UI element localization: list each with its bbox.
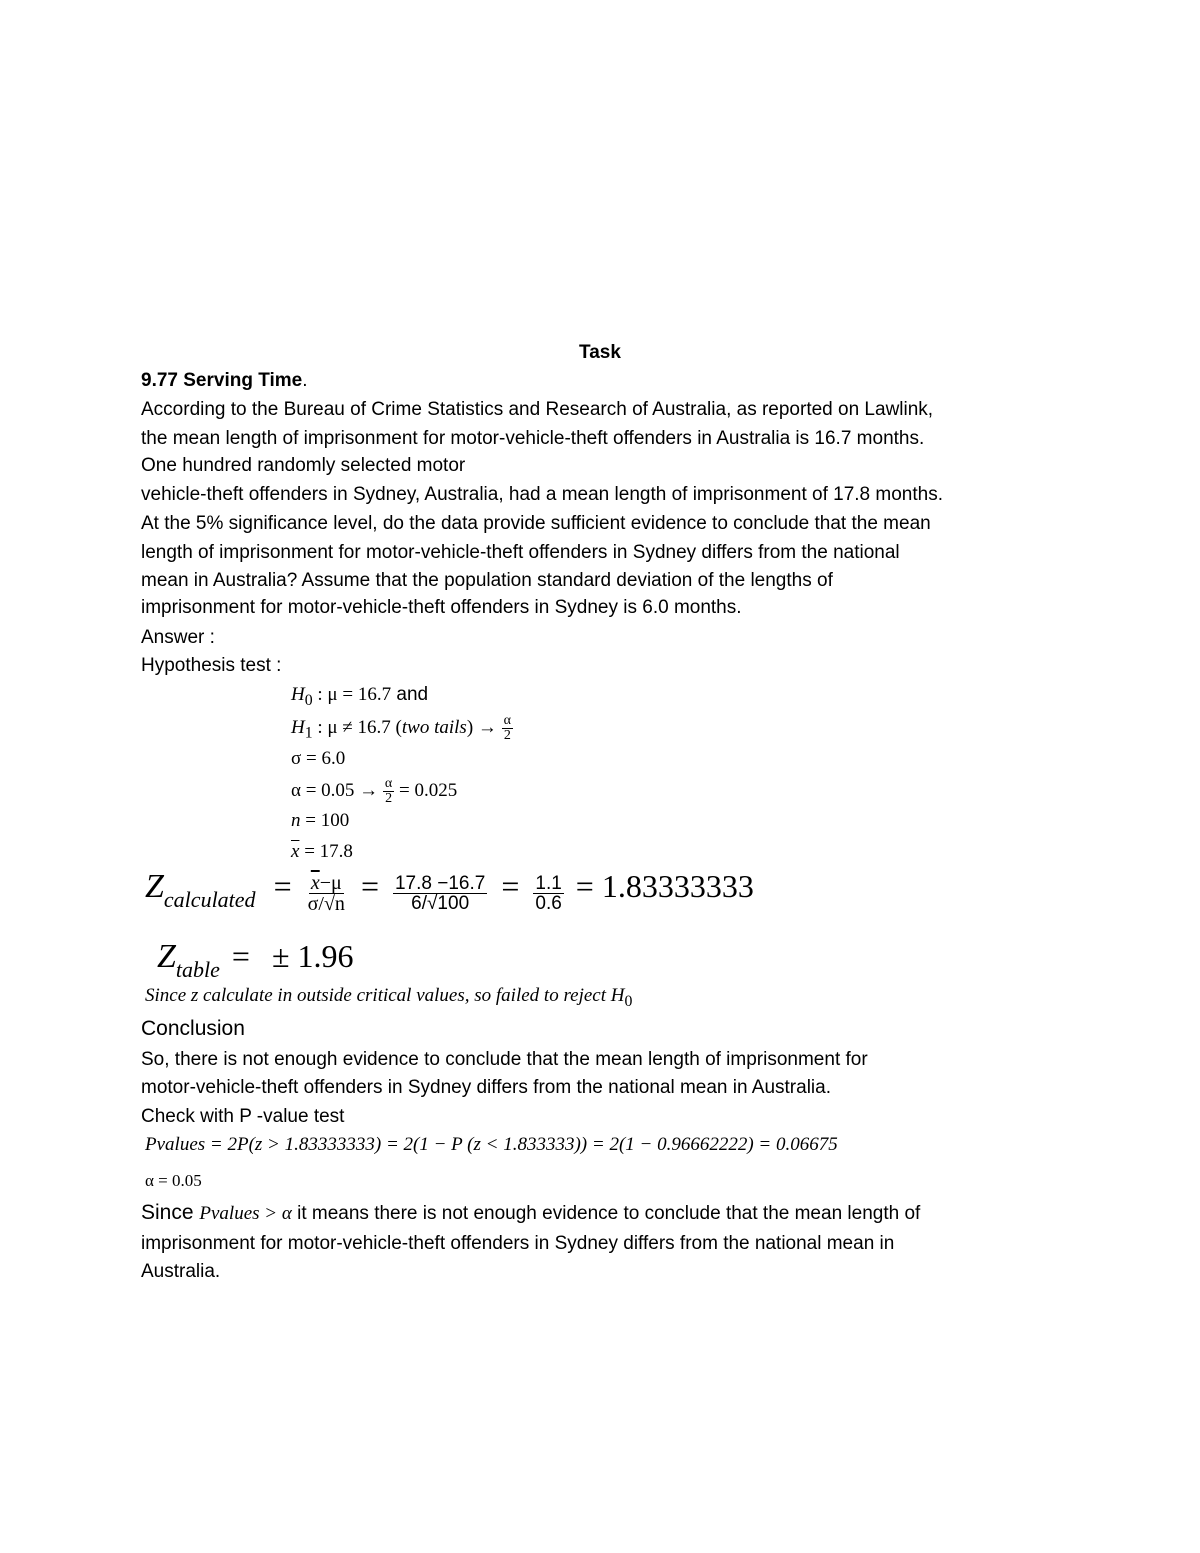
n-rhs: = 100 (300, 810, 350, 831)
problem-line: length of imprisonment for motor-vehicle-theft offenders in Sydney differs from the national (141, 542, 900, 563)
substituted-fraction (393, 874, 487, 913)
final-since: Since (141, 1201, 200, 1224)
xbar-symbol: $\overline{x}$ (291, 841, 300, 862)
fraction-numerator: 1.1 (535, 872, 562, 894)
answer-label: Answer : (141, 627, 215, 648)
fraction-numerator: α (503, 713, 511, 728)
xbar-rhs: = 17.8 (299, 841, 353, 862)
h1-text: : μ ≠ 16.7 ( (312, 716, 402, 738)
n-symbol: n (291, 810, 301, 831)
alpha-lhs: α = 0.05 → (291, 779, 383, 801)
final-line: imprisonment for motor-vehicle-theft offenders in Sydney differs from the national mean in (141, 1233, 895, 1254)
n-line (291, 809, 349, 833)
final-pvalue-compare: Pvalues > α (199, 1203, 292, 1224)
equals-sign: = (231, 938, 250, 974)
fraction-denominator: 0.6 (535, 892, 562, 914)
problem-line: According to the Bureau of Crime Statistics and Research of Australia, as reported on Lawlink, (141, 399, 934, 420)
since-critical-text: Since z calculate in outside critical values, so failed to reject (145, 985, 611, 1006)
simplified-fraction (533, 874, 563, 913)
z-table-equation (157, 938, 354, 983)
z-table-value: ± 1.96 (271, 938, 354, 974)
pvalue-equation: Pvalues = 2P(z > 1.83333333) = 2(1 − P (z < 1.833333)) = 2(1 − 0.96662222) = 0.06675 (145, 1134, 838, 1155)
h1-tails: two tails (401, 716, 467, 738)
h1-line (291, 714, 513, 746)
h0-subscript: 0 (624, 992, 633, 1010)
z-subscript: table (175, 957, 220, 982)
fraction-denominator: 2 (385, 791, 393, 806)
problem-line: the mean length of imprisonment for motor-vehicle-theft offenders in Australia is 16.7 months. (141, 428, 925, 449)
problem-heading-period: . (302, 370, 308, 391)
h0-text: : μ = 16.7 (312, 684, 392, 705)
z-calculated-result: = 1.83333333 (575, 868, 754, 904)
alpha-half-fraction (502, 714, 513, 743)
conclusion-label: Conclusion (141, 1017, 245, 1040)
h1-subscript: 1 (304, 724, 313, 742)
fraction-denominator: σ/√n (307, 892, 345, 915)
pvalue-check-label: Check with P -value test (141, 1106, 345, 1127)
problem-line: At the 5% significance level, do the data provide sufficient evidence to conclude that the mean (141, 513, 931, 534)
fraction-denominator: 2 (503, 728, 511, 743)
final-rest: it means there is not enough evidence to conclude that the mean length of (291, 1203, 921, 1224)
h0-symbol: H (610, 985, 625, 1006)
problem-line: One hundred randomly selected motor (141, 455, 466, 476)
equals-sign: = (501, 868, 520, 904)
alpha-equation: α = 0.05 (145, 1171, 202, 1190)
z-symbol: Z (145, 868, 164, 905)
xbar-symbol: $\overline{x}$ (310, 871, 320, 894)
hypothesis-label: Hypothesis test : (141, 655, 282, 676)
alpha-line (291, 777, 457, 806)
problem-line: imprisonment for motor-vehicle-theft offenders in Sydney is 6.0 months. (141, 597, 742, 618)
problem-line: mean in Australia? Assume that the population standard deviation of the lengths of (141, 570, 833, 591)
h0-line (291, 683, 428, 713)
equals-sign: = (273, 868, 292, 904)
problem-heading (141, 370, 308, 392)
z-calculated-equation (145, 868, 754, 914)
xbar-line (291, 840, 353, 864)
fraction-numerator: 17.8 −16.7 (394, 872, 486, 894)
z-symbol: Z (157, 938, 176, 975)
fraction-denominator: 6/√100 (411, 892, 470, 914)
conclusion-line: So, there is not enough evidence to conclude that the mean length of imprisonment for (141, 1049, 868, 1070)
z-subscript: calculated (163, 887, 256, 912)
h1-close: ) → (466, 716, 502, 738)
z-formula-fraction (306, 873, 347, 914)
sigma-line: σ = 6.0 (291, 748, 346, 769)
final-since-line (141, 1202, 920, 1225)
h0-subscript: 0 (304, 691, 313, 709)
h0-symbol: H (291, 684, 305, 705)
since-critical-line (145, 985, 632, 1013)
conclusion-line: motor-vehicle-theft offenders in Sydney differs from the national mean in Australia. (141, 1077, 831, 1098)
fraction-numerator: α (384, 776, 393, 791)
h0-tail: and (391, 684, 429, 705)
alpha-half-fraction (383, 777, 394, 806)
problem-heading-text: 9.77 Serving Time (141, 370, 303, 391)
fraction-numerator (309, 873, 344, 894)
fraction-numerator-rest: −μ (319, 871, 342, 894)
final-line: Australia. (141, 1261, 221, 1282)
problem-line: vehicle-theft offenders in Sydney, Australia, had a mean length of imprisonment of 17.8 months. (141, 484, 943, 505)
h1-symbol: H (291, 716, 305, 738)
page-title: Task (579, 342, 621, 363)
equals-sign: = (360, 868, 379, 904)
alpha-rhs: = 0.025 (394, 779, 458, 801)
